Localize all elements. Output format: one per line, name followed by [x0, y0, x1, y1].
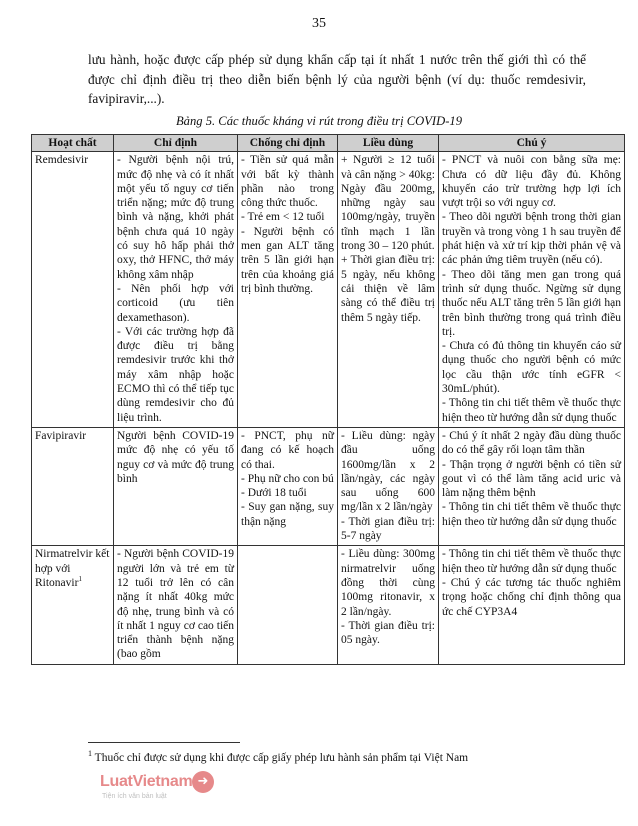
table-row — [32, 152, 625, 428]
cell-indication — [114, 152, 238, 428]
cell-dosage — [338, 546, 439, 664]
cell-indication-line: - Người bệnh nội trú, mức độ nhẹ và có ít nhất một yếu tố nguy cơ tiến triển nặng; mức độ trung bình và nặng, khởi phát bệnh chưa quá 10 ngày có suy hô hấp phải thở oxy, thở HFNC, thở máy không xâm nhập — [117, 154, 234, 281]
cell-notes-line: - Thông tin chi tiết thêm về thuốc thực hiện theo từ hướng dẫn sử dụng thuốc — [442, 501, 621, 528]
page-number: 35 — [312, 16, 326, 31]
drug-name: Nirmatrelvir kết hợp với Ritonavir — [35, 548, 110, 589]
cell-contraindication — [238, 546, 338, 664]
cell-indication-line: - Người bệnh COVID-19 người lớn và trẻ em từ 12 tuổi trở lên có cân nặng ít nhất 40kg mức độ nhẹ, trung bình và có ít nhất 1 nguy cơ cao tiến triển thành bệnh nặng (bao gồm — [117, 548, 234, 661]
cell-indication — [114, 427, 238, 545]
footnote-ref: 1 — [78, 575, 82, 584]
cell-contraindication-line: - Trẻ em < 12 tuổi — [241, 211, 325, 224]
luatvietnam-watermark — [100, 771, 220, 805]
cell-contraindication-line: - Phụ nữ cho con bú — [241, 472, 334, 485]
cell-notes — [439, 546, 625, 664]
arrow-right-icon: ➜ — [192, 771, 214, 793]
table-caption: Bảng 5. Các thuốc kháng vi rút trong điều trị COVID-19 — [175, 114, 462, 128]
header-active-ingredient: Hoạt chất — [32, 135, 114, 152]
cell-contraindication-line: - Suy gan nặng, suy thận nặng — [241, 501, 334, 528]
cell-contraindication-line: - Dưới 18 tuổi — [241, 487, 307, 500]
footnote — [88, 749, 608, 764]
cell-contraindication — [238, 152, 338, 428]
header-dosage: Liều dùng — [338, 135, 439, 152]
cell-contraindication — [238, 427, 338, 545]
cell-indication — [114, 546, 238, 664]
table-row — [32, 546, 625, 664]
cell-dosage-line: + Người ≥ 12 tuổi và cân nặng > 40kg: Ngày đầu 200mg, những ngày sau 100mg/ngày, truyền tĩnh mạch 1 lần trong 30 – 120 phút. — [341, 154, 435, 253]
cell-dosage-line: - Liều dùng: 300mg nirmatrelvir uống đồng thời cùng 100mg ritonavir, x 2 lần/ngày. — [341, 548, 435, 618]
footnote-marker: 1 — [88, 749, 92, 759]
cell-notes-line: - PNCT và nuôi con bằng sữa mẹ: Chưa có dữ liệu đầy đủ. Không khuyến cáo trừ trường hợp lợi ích vượt trội so với nguy cơ. — [442, 154, 621, 210]
cell-dosage — [338, 427, 439, 545]
cell-notes-line: - Thông tin chi tiết thêm về thuốc thực hiện theo từ hướng dẫn sử dụng thuốc — [442, 548, 621, 575]
cell-notes-line: - Theo dõi tăng men gan trong quá trình sử dụng thuốc. Ngừng sử dụng thuốc nếu ALT tăng trên 5 lần giới hạn trên bình thường trong quá trình điều trị. — [442, 268, 621, 338]
drug-name: Remdesivir — [35, 154, 89, 167]
footnote-text: Thuốc chỉ được sử dụng khi được cấp giấy phép lưu hành sản phẩm tại Việt Nam — [94, 752, 469, 764]
drug-name: Favipiravir — [35, 429, 87, 442]
cell-indication-line: - Nên phối hợp với corticoid (ưu tiên dexamethason). — [117, 282, 234, 324]
cell-notes-line: - Chú ý ít nhất 2 ngày đầu dùng thuốc do có thể gây rối loạn tâm thần — [442, 429, 621, 457]
cell-notes-line: - Thận trọng ở người bệnh có tiền sử gout vì có thể làm tăng acid uric và làm nặng thêm bệnh — [442, 458, 621, 500]
watermark-logo-text: LuatVietnam — [100, 773, 193, 790]
cell-indication-line: - Với các trường hợp đã được điều trị bằng remdesivir trước khi thở máy xâm nhập hoặc ECMO thì có thể tiếp tục dùng remdesivir cho đủ liệu trình. — [117, 325, 234, 424]
cell-contraindication-line: - Tiền sử quá mẫn với bất kỳ thành phần nào trong công thức thuốc. — [241, 154, 334, 210]
header-contraindication: Chống chỉ định — [238, 135, 338, 152]
cell-dosage-line: - Liều dùng: ngày đầu uống 1600mg/lần x 2 lần/ngày, các ngày sau uống 600 mg/lần x 2 lần/ngày — [341, 429, 435, 514]
cell-notes-line: - Chú ý các tương tác thuốc nghiêm trọng hoặc chống chỉ định thông qua ức chế CYP3A4 — [442, 576, 621, 618]
header-indication: Chỉ định — [114, 135, 238, 152]
watermark-tagline: Tiện ích văn bản luật — [102, 793, 167, 800]
cell-contraindication-line: - Người bệnh có men gan ALT tăng trên 5 lần giới hạn trên của khoảng giá trị bình thường. — [241, 225, 334, 295]
cell-notes — [439, 152, 625, 428]
cell-active-ingredient — [32, 546, 114, 664]
cell-dosage-line: - Thời gian điều trị: 5-7 ngày — [341, 515, 435, 543]
intro-paragraph: lưu hành, hoặc được cấp phép sử dụng khẩn cấp tại ít nhất 1 nước trên thế giới thì có thể được chỉ định điều trị theo diễn biến bệnh lý của người bệnh (ví dụ: thuốc remdesivir, favipiravir,...). — [88, 52, 586, 106]
cell-contraindication-line: - PNCT, phụ nữ đang có kế hoạch có thai. — [241, 429, 334, 471]
footnote-separator — [88, 742, 240, 743]
cell-indication-line: Người bệnh COVID-19 mức độ nhẹ có yếu tố nguy cơ và mức độ trung bình — [117, 429, 234, 485]
cell-notes-line: - Thông tin chi tiết thêm về thuốc thực hiện theo từ hướng dẫn sử dụng thuốc — [442, 397, 621, 424]
header-notes: Chú ý — [439, 135, 625, 152]
cell-dosage-line: + Thời gian điều trị: 5 ngày, nếu không cải thiện về lâm sàng có thể điều trị thêm 5 ngày tiếp. — [341, 254, 435, 324]
cell-dosage — [338, 152, 439, 428]
cell-notes-line: - Theo dõi người bệnh trong thời gian truyền và trong vòng 1 h sau truyền để phát hiện và xử trí kịp thời phản vệ và các phản ứng tiêm truyền (nếu có). — [442, 211, 621, 267]
cell-active-ingredient — [32, 427, 114, 545]
cell-notes — [439, 427, 625, 545]
table-body — [32, 152, 625, 664]
antiviral-table — [31, 134, 625, 665]
cell-notes-line: - Chưa có đủ thông tin khuyến cáo sử dụng thuốc cho người bệnh có mức lọc cầu thận ước tính eGFR < 30mL/phút). — [442, 340, 621, 396]
cell-active-ingredient — [32, 152, 114, 428]
cell-dosage-line: - Thời gian điều trị: 05 ngày. — [341, 619, 435, 647]
table-row — [32, 427, 625, 545]
table-header-row — [32, 135, 625, 152]
